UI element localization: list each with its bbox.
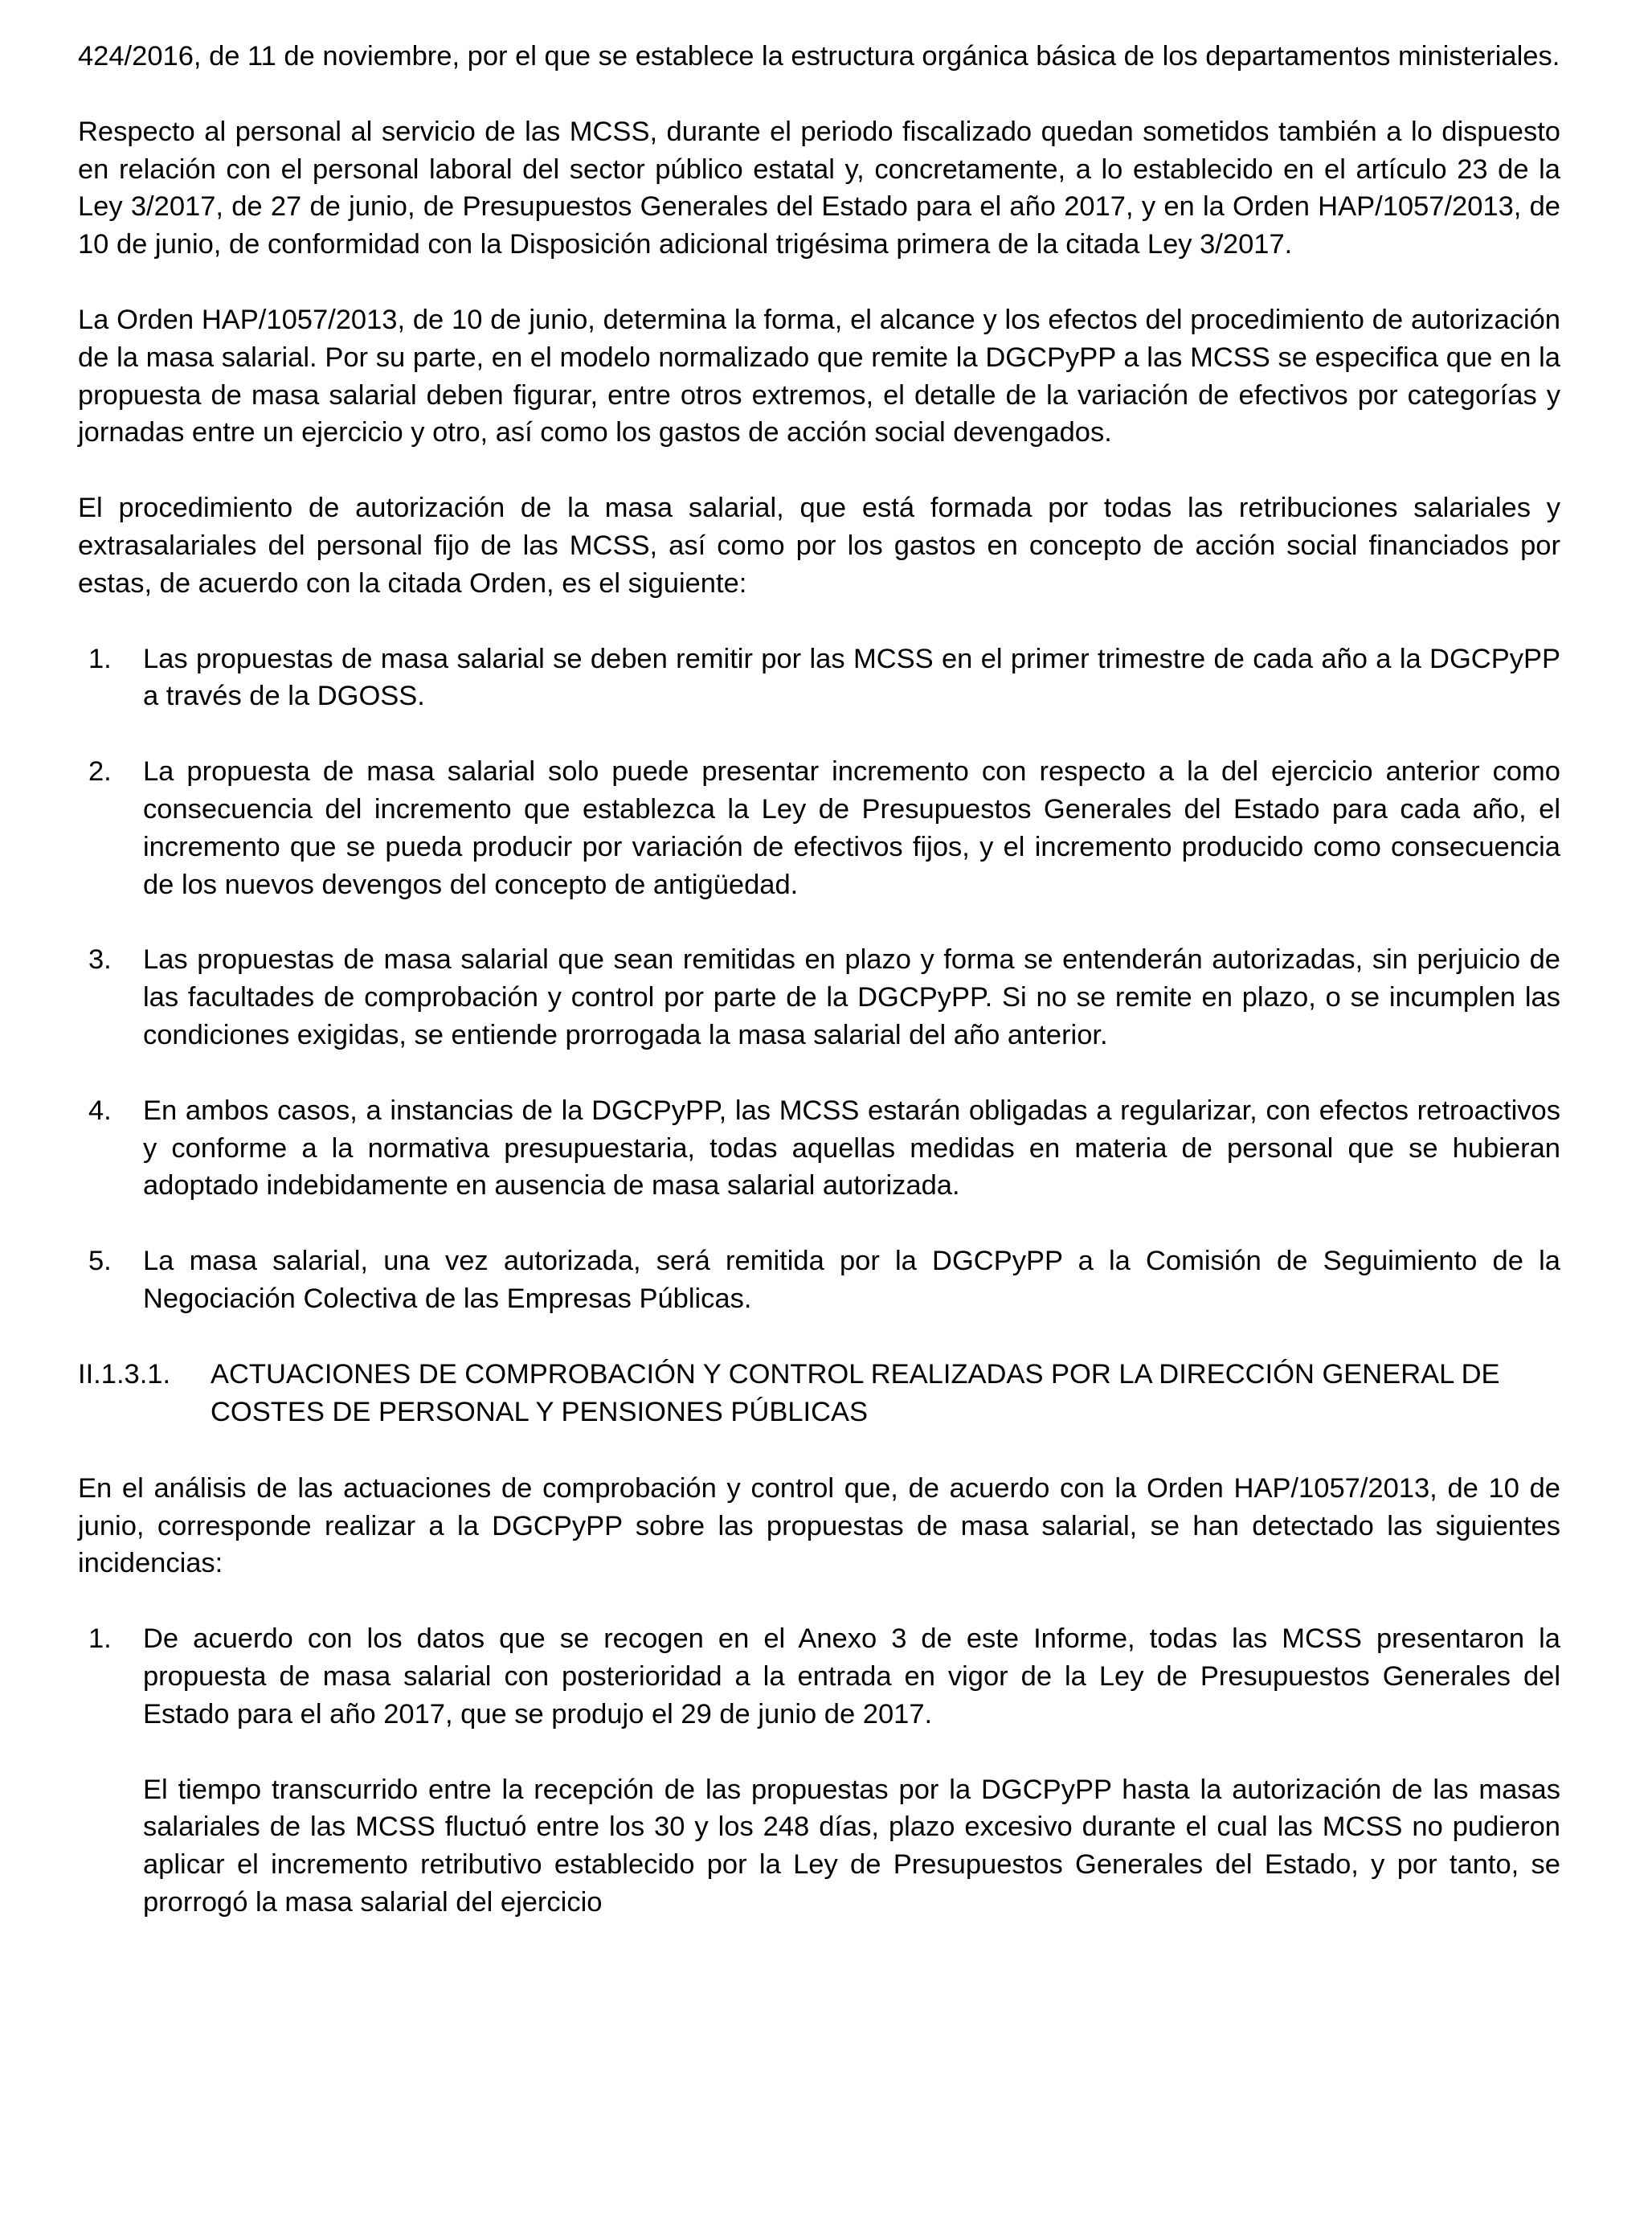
spacer	[78, 264, 1560, 301]
paragraph-personnel-regulation: Respecto al personal al servicio de las MCSS, durante el periodo fiscalizado quedan sometidos también a lo dispuesto en relación con el personal laboral del sector público estatal y, concretamente, a lo establecido en el artículo 23 de la Ley 3/2017, de 27 de junio, de Presupuestos Generales del Estado para el año 2017, y en la Orden HAP/1057/2013, de 10 de junio, de conformidad con la Disposición adicional trigésima primera de la citada Ley 3/2017.	[78, 116, 1560, 260]
paragraph-section-intro: En el análisis de las actuaciones de comprobación y control que, de acuerdo con la Orden HAP/1057/2013, de 10 de junio, corresponde realizar a la DGCPyPP sobre las propuestas de masa salarial, se han detectado las siguientes incidencias:	[78, 1472, 1560, 1579]
spacer	[78, 1205, 1560, 1242]
section-number: II.1.3.1.	[78, 1358, 171, 1390]
spacer	[78, 452, 1560, 489]
list-number: 5.	[88, 1246, 112, 1277]
spacer	[78, 76, 1560, 113]
procedure-list-item	[78, 753, 1560, 903]
list-item-continuation: El tiempo transcurrido entre la recepción de las propuestas por la DGCPyPP hasta la autorización de las masas salariales de las MCSS fluctuó entre los 30 y los 248 días, plazo excesivo durante el cual las MCSS no pudieron aplicar el incremento retributivo establecido por la Ley de Presupuestos Generales del Estado, y por tanto, se prorrogó la masa salarial del ejercicio	[143, 1774, 1560, 1918]
spacer	[78, 1318, 1560, 1356]
list-item-text: Las propuestas de masa salarial que sean remitidas en plazo y forma se entenderán autorizadas, sin perjuicio de las facultades de comprobación y control por parte de la DGCPyPP. Si no se remite en plazo, o se incumplen las condiciones exigidas, se entiende prorrogada la masa salarial del año anterior.	[143, 944, 1560, 1050]
procedure-list-item	[78, 1242, 1560, 1318]
list-item-text: La masa salarial, una vez autorizada, será remitida por la DGCPyPP a la Comisión de Seguimiento de la Negociación Colectiva de las Empresas Públicas.	[143, 1246, 1560, 1314]
list-number: 4.	[88, 1095, 112, 1126]
spacer	[78, 1582, 1560, 1620]
document-page	[78, 38, 1560, 1922]
list-number: 1.	[88, 643, 112, 674]
list-number: 2.	[88, 756, 112, 788]
procedure-list-item	[78, 941, 1560, 1054]
list-number: 1.	[88, 1623, 112, 1655]
procedure-list-item	[78, 1092, 1560, 1205]
paragraph-procedure-intro: El procedimiento de autorización de la masa salarial, que está formada por todas las retribuciones salariales y extrasalariales del personal fijo de las MCSS, así como por los gastos en concepto de acción social financiados por estas, de acuerdo con la citada Orden, es el siguiente:	[78, 493, 1560, 599]
list-item-text: Las propuestas de masa salarial se deben remitir por las MCSS en el primer trimestre de cada año a la DGCPyPP a través de la DGOSS.	[143, 643, 1560, 712]
procedure-list-item	[78, 641, 1560, 716]
incident-list-item	[78, 1620, 1560, 1922]
list-item-text: De acuerdo con los datos que se recogen en el Anexo 3 de este Informe, todas las MCSS presentaron la propuesta de masa salarial con posterioridad a la entrada en vigor de la Ley de Presupuestos Generales del Estado para el año 2017, que se produjo el 29 de junio de 2017.	[143, 1623, 1560, 1730]
list-number: 3.	[88, 944, 112, 976]
spacer	[78, 603, 1560, 641]
spacer	[78, 715, 1560, 753]
section-title: ACTUACIONES DE COMPROBACIÓN Y CONTROL REALIZADAS POR LA DIRECCIÓN GENERAL DE COSTES DE PERSONAL Y PENSIONES PÚBLICAS	[211, 1358, 1500, 1428]
list-item-text: La propuesta de masa salarial solo puede presentar incremento con respecto a la del ejercicio anterior como consecuencia del incremento que establezca la Ley de Presupuestos Generales del Estado para cada año, el incremento que se pueda producir por variación de efectivos fijos, y el incremento producido como consecuencia de los nuevos devengos del concepto de antigüedad.	[143, 756, 1560, 900]
paragraph-order-scope: La Orden HAP/1057/2013, de 10 de junio, determina la forma, el alcance y los efectos del procedimiento de autorización de la masa salarial. Por su parte, en el modelo normalizado que remite la DGCPyPP a las MCSS se especifica que en la propuesta de masa salarial deben figurar, entre otros extremos, el detalle de la variación de efectivos por categorías y jornadas entre un ejercicio y otro, así como los gastos de acción social devengados.	[78, 304, 1560, 448]
spacer	[78, 903, 1560, 941]
paragraph-decree-reference: 424/2016, de 11 de noviembre, por el que se establece la estructura orgánica básica de los departamentos ministeriales.	[78, 41, 1560, 72]
spacer	[78, 1432, 1560, 1470]
section-heading	[78, 1356, 1560, 1432]
list-item-text: En ambos casos, a instancias de la DGCPyPP, las MCSS estarán obligadas a regularizar, con efectos retroactivos y conforme a la normativa presupuestaria, todas aquellas medidas en materia de personal que se hubieran adoptado indebidamente en ausencia de masa salarial autorizada.	[143, 1095, 1560, 1201]
spacer	[78, 1054, 1560, 1092]
